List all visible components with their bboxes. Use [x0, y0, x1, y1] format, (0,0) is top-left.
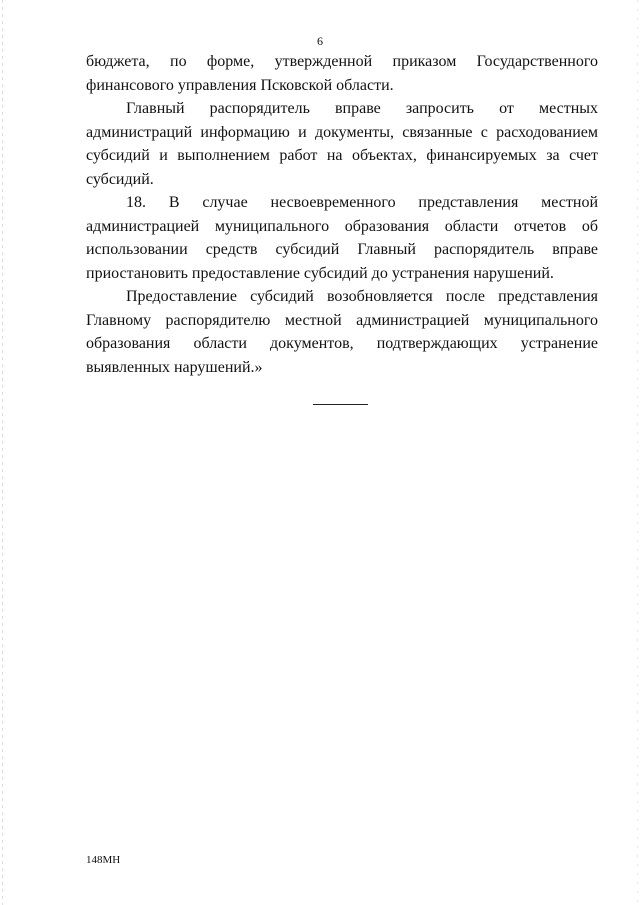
page-number: 6	[317, 34, 323, 48]
end-separator-line	[313, 404, 368, 405]
document-body	[86, 50, 598, 379]
footer-document-code: 148МН	[86, 854, 121, 866]
paragraph-resumption: Предоставление субсидий возобновляется после представления Главному распорядителю местной администрацией муниципального образования области документов, подтверждающих устранение выявленных нарушений.»	[86, 288, 598, 376]
paragraph-continuation: бюджета, по форме, утвержденной приказом Государственного финансового управления Псковской области.	[86, 53, 598, 94]
paragraph-item-18: 18. В случае несвоевременного представления местной администрацией муниципального образования области отчетов об использовании средств субсидий Главный распорядитель вправе приостановить предоставление субсидий до устранения нарушений.	[86, 194, 598, 282]
scan-edge-left	[2, 0, 3, 905]
paragraph-request-info: Главный распорядитель вправе запросить от местных администраций информацию и документы, связанные с расходованием субсидий и выполнением работ на объектах, финансируемых за счет субсидий.	[86, 100, 598, 188]
scan-edge-right	[637, 0, 638, 905]
